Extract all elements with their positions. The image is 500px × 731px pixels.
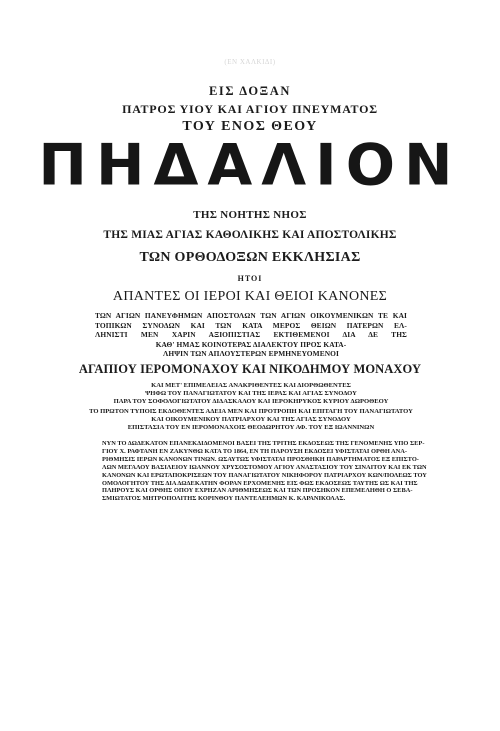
edition-note-line: ΟΜΟΛΟΓΗΤΟΥ ΤΗΣ ΔΙΑ ΔΩΔΕΚΑΤΗΝ ΦΟΡΑΝ ΕΡΧΟΜΕΝΗΣ ΕΙΣ ΦΩΣ ΕΚΔΟΣΕΩΣ ΤΑΥΤΗΣ ΩΣ ΚΑΙ ΤΗΣ	[102, 479, 418, 487]
subtitle-line-5: ΑΠΑΝΤΕΣ ΟΙ ΙΕΡΟΙ ΚΑΙ ΘΕΙΟΙ ΚΑΝΟΝΕΣ	[112, 289, 388, 304]
description-line: ΤΩΝ ΑΓΙΩΝ ΠΑΝΕΥΦΗΜΩΝ ΑΠΟΣΤΟΛΩΝ ΤΩΝ ΑΓΙΩΝ ΟΙΚΟΥΜΕΝΙΚΩΝ ΤΕ ΚΑΙ	[95, 311, 407, 320]
edition-note-line: ΠΛΗΡΟΥΣ ΚΑΙ ΟΡΘΗΣ ΟΠΟΥ ΕΧΡΗΖΑΝ ΑΡΙΘΜΗΣΕΩΣ ΚΑΙ ΤΩΝ ΠΡΟΣΗΚΟΝ ΕΠΕΜΕΛΗΘΗ Ο ΣΕΒΑ-	[102, 487, 413, 495]
subtitle-line-2: ΤΗΣ ΜΙΑΣ ΑΓΙΑΣ ΚΑΘΟΛΙΚΗΣ ΚΑΙ ΑΠΟΣΤΟΛΙΚΗΣ	[103, 229, 397, 241]
authors-line: ΑΓΑΠΙΟΥ ΙΕΡΟΜΟΝΑΧΟΥ ΚΑΙ ΝΙΚΟΔΗΜΟΥ ΜΟΝΑΧΟΥ	[78, 362, 422, 376]
description-line: ΛΗΨΙΝ ΤΩΝ ΑΠΛΟΥΣΤΕΡΩΝ ΕΡΜΗΝΕΥΟΜΕΝΟΙ	[162, 349, 339, 359]
subtitle-line-1: ΤΗΣ ΝΟΗΤΗΣ ΝΗΟΣ	[193, 209, 307, 221]
subtitle-line-4: ΗΤΟΙ	[237, 274, 263, 283]
doxology-line-2: ΠΑΤΡΟΣ ΥΙΟΥ ΚΑΙ ΑΓΙΟΥ ΠΝΕΥΜΑΤΟΣ	[122, 102, 378, 116]
edition-note-line: ΓΙΟΥ Χ. ΡΑΦΤΑΝΗ ΕΝ ΖΑΚΥΝΘΩ ΚΑΤΑ ΤΟ 1864, ΕΝ ΤΗ ΠΑΡΟΥΣΗ ΕΚΔΟΣΕΙ ΥΦΙΣΤΑΤΑΙ ΟΡΘΗ ΑΝΑ-	[102, 447, 408, 455]
printing-paragraph	[80, 408, 422, 433]
editorial-line: ΚΑΙ ΜΕΤ' ΕΠΙΜΕΛΕΙΑΣ ΑΝΑΚΡΙΘΕΝΤΕΣ ΚΑΙ ΔΙΟΡΘΩΘΕΝΤΕΣ	[151, 382, 351, 389]
editorial-line: ΠΑΡΑ ΤΟΥ ΣΟΦΟΛΟΓΙΩΤΑΤΟΥ ΔΙΔΑΣΚΑΛΟΥ ΚΑΙ ΙΕΡΟΚΗΡΥΚΟΣ ΚΥΡΙΟΥ ΔΩΡΟΘΕΟΥ	[113, 398, 389, 406]
doxology-line-3: ΤΟΥ ΕΝΟΣ ΘΕΟΥ	[182, 119, 318, 134]
editorial-paragraph	[80, 382, 422, 407]
editorial-line: ΨΗΦΩ ΤΟΥ ΠΑΝΑΓΙΩΤΑΤΟΥ ΚΑΙ ΤΗΣ ΙΕΡΑΣ ΚΑΙ ΑΓΙΑΣ ΣΥΝΟΔΟΥ	[145, 390, 357, 398]
description-paragraph	[95, 311, 407, 359]
description-line: ΛΗΝΙΣΤΙ ΜΕΝ ΧΑΡΙΝ ΑΞΙΟΠΙΣΤΙΑΣ ΕΚΤΙΘΕΜΕΝΟΙ ΔΙΑ ΔΕ ΤΗΣ	[95, 330, 407, 340]
doxology-line-1: ΕΙΣ ΔΟΞΑΝ	[209, 84, 291, 98]
edition-note-line: ΝΥΝ ΤΟ ΔΩΔΕΚΑΤΟΝ ΕΠΑΝΕΚΔΙΔΟΜΕΝΟΙ ΒΑΣΕΙ ΤΗΣ ΤΡΙΤΗΣ ΕΚΔΟΣΕΩΣ ΤΗΣ ΓΕΝΟΜΕΝΗΣ ΥΠΟ ΣΕΡ-	[102, 440, 425, 447]
edition-note-line: ΚΑΝΟΝΩΝ ΚΑΙ ΕΡΩΤΑΠΟΚΡΙΣΕΩΝ ΤΟΥ ΠΑΝΑΓΙΩΤΑΤΟΥ ΝΙΚΗΦΟΡΟΥ ΠΑΤΡΙΑΡΧΟΥ ΚΩΝ/ΠΟΛΕΩΣ ΤΟΥ	[102, 471, 427, 479]
edition-note-line: ΛΩΝ ΜΕΓΑΛΟΥ ΒΑΣΙΛΕΙΟΥ ΙΩΑΝΝΟΥ ΧΡΥΣΟΣΤΟΜΟΥ ΑΓΙΟΥ ΑΝΑΣΤΑΣΙΟΥ ΤΟΥ ΣΙΝΑΙΤΟΥ ΚΑΙ ΕΚ ΤΩΝ	[102, 463, 427, 471]
edition-note-paragraph	[102, 440, 427, 503]
description-line: ΤΟΠΙΚΩΝ ΣΥΝΟΔΩΝ ΚΑΙ ΤΩΝ ΚΑΤΑ ΜΕΡΟΣ ΘΕΙΩΝ ΠΑΤΕΡΩΝ ΕΛ-	[95, 320, 407, 330]
printing-line: ΕΠΙΣΤΑΣΙΑ ΤΟΥ ΕΝ ΙΕΡΟΜΟΝΑΧΟΙΣ ΘΕΟΔΩΡΗΤΟΥ ΑΦ. ΤΟΥ ΕΞ ΙΩΑΝΝΙΝΩΝ	[127, 424, 375, 432]
faint-header-shadow	[0, 68, 500, 76]
main-title: ΠΗΔΑΛΙΟΝ	[38, 131, 462, 199]
description-line: ΚΑΘ' ΗΜΑΣ ΚΟΙΝΟΤΕΡΑΣ ΔΙΑΛΕΚΤΟΥ ΠΡΟΣ ΚΑΤΑ-	[155, 339, 347, 349]
edition-note-line: ΡΙΘΜΗΣΙΣ ΙΕΡΩΝ ΚΑΝΟΝΩΝ ΤΙΝΩΝ. ΩΣΑΥΤΩΣ ΥΦΙΣΤΑΤΑΙ ΠΡΟΣΘΗΚΗ ΠΑΡΑΡΤΗΜΑΤΟΣ ΕΞ ΕΠΙΣΤΟ-	[102, 455, 419, 463]
printing-line: ΚΑΙ ΟΙΚΟΥΜΕΝΙΚΟΥ ΠΑΤΡΙΑΡΧΟΥ ΚΑΙ ΤΗΣ ΑΓΙΑΣ ΣΥΝΟΔΟΥ	[151, 416, 351, 424]
printing-line: ΤΟ ΠΡΩΤΟΝ ΤΥΠΟΙΣ ΕΚΔΟΘΕΝΤΕΣ ΑΔΕΙΑ ΜΕΝ ΚΑΙ ΠΡΟΤΡΟΠΗ ΚΑΙ ΕΠΙΤΑΓΗ ΤΟΥ ΠΑΝΑΓΙΩΤΑΤΟΥ	[89, 408, 413, 415]
faint-header: (ΕΝ ΧΑΛΚΙΔΙ)	[224, 58, 276, 66]
subtitle-line-3: ΤΩΝ ΟΡΘΟΔΟΞΩΝ ΕΚΚΛΗΣΙΑΣ	[139, 250, 361, 265]
edition-note-line: ΣΜΙΩΤΑΤΟΣ ΜΗΤΡΟΠΟΛΙΤΗΣ ΚΟΡΙΝΘΟΥ ΠΑΝΤΕΛΕΗΜΩΝ Κ. ΚΑΡΑΝΙΚΟΛΑΣ.	[102, 495, 346, 503]
